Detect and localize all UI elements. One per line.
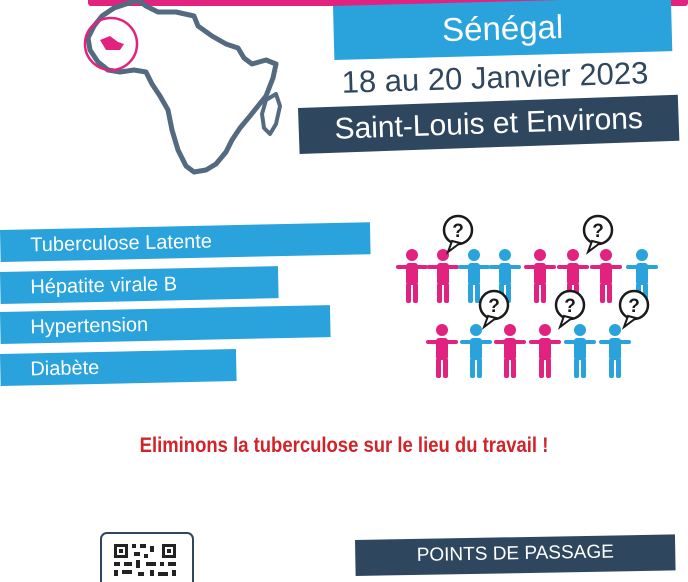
question-bubble-icon [620,291,648,327]
location-banner [298,95,679,154]
topic-diabete: Diabète [0,349,237,386]
people-chain-illustration [390,205,680,385]
svg-text:?: ? [452,221,464,242]
person-chain-top [396,249,658,303]
africa-map-icon [80,0,295,180]
question-bubble-icon [584,216,612,252]
person-chain-bottom [426,324,631,378]
topic-tuberculose: Tuberculose Latente [0,222,371,262]
svg-text:?: ? [592,221,604,242]
points-de-passage-banner [355,534,676,576]
location-name: Saint-Louis et Environs [333,101,644,146]
country-banner [333,0,672,60]
question-bubble-icon [444,216,472,252]
question-bubble-icon [556,291,584,327]
country-name: Sénégal [441,7,564,49]
slogan: Eliminons la tuberculose sur le lieu du travail ! [139,434,549,457]
topic-hypertension: Hypertension [0,305,331,344]
event-dates: 18 au 20 Janvier 2023 [341,55,649,100]
points-label: POINTS DE PASSAGE [416,541,614,566]
svg-text:?: ? [628,296,640,317]
question-bubble-icon [480,291,508,327]
topic-hepatite: Hépatite virale B [0,266,279,304]
svg-text:?: ? [488,296,500,317]
svg-text:?: ? [564,296,576,317]
